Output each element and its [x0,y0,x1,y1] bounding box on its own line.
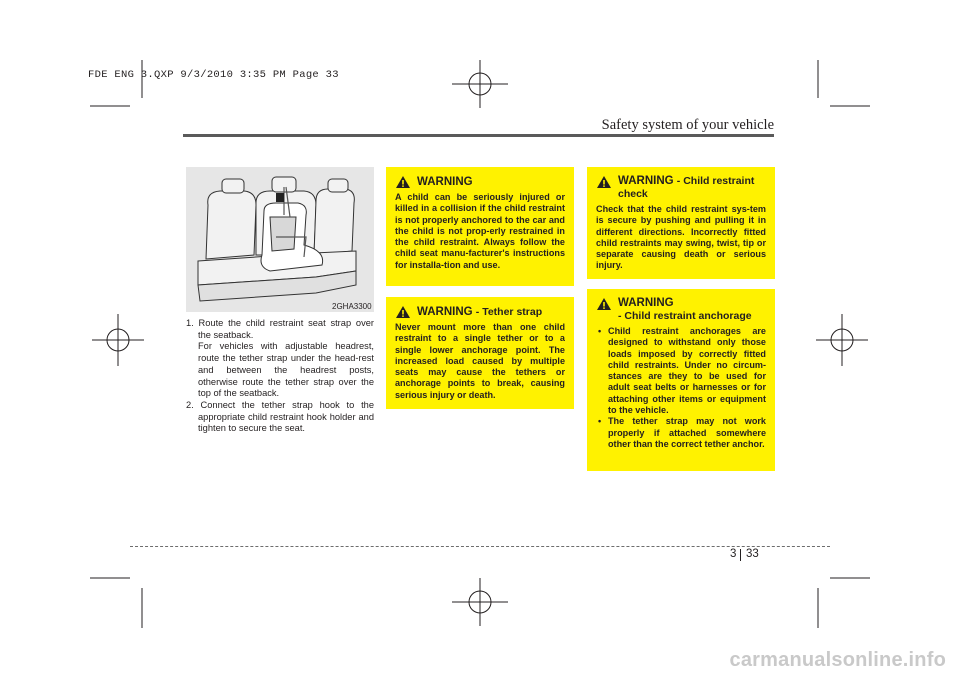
print-slug: FDE ENG 3.QXP 9/3/2010 3:35 PM Page 33 [88,69,339,81]
seat-illustration [186,167,374,312]
tether-hook-label [276,193,284,202]
chapter-number: 3 [730,548,737,560]
page-separator [740,549,741,561]
warning-text-tether: Never mount more than one child restraint to a single tether or to a single lower anchorage point. The increased load caused by multiple seats may cause the tethers or anchorage points to break, causing serious injury or death. [395,322,565,400]
warning-title-general: WARNING [395,175,565,189]
footer-rule [130,546,830,547]
list-item: • Child restraint anchorages are designed to withstand only those loads imposed by correctly fitted child restraints. Under no circum-stances are they to be used for adult seat belts or harnesses or for attaching other items or equipment to the vehicle. [596,326,766,416]
warning-box-check [587,167,775,279]
header-rule [183,134,774,137]
step-2: 2. Connect the tether strap hook to the appropriate child restraint hook holder and tighten to secure the seat. [186,399,374,434]
registration-mark-top [452,60,508,108]
figure-id: 2GHA3300 [332,302,372,311]
warning-box-anchorage [587,289,775,471]
warning-triangle-icon [596,297,612,311]
anchorage-warning-list [596,326,766,450]
registration-mark-right [816,314,868,366]
warning-triangle-icon [395,175,411,189]
step-1: 1. Route the child restraint seat strap over the seatback. [186,318,374,340]
installation-steps [186,318,374,435]
warning-title-anchorage: WARNING - Child restraint anchorage [596,297,766,323]
warning-text-general: A child can be seriously injured or killed in a collision if the child restraint is not properly anchored to the car and the child is not prop-erly restrained in the child restraint. Always follow the child seat manu-facturer's instructions for installa-tion and use. [395,192,565,270]
rear-seat-drawing [186,167,374,312]
warning-triangle-icon [395,305,411,319]
warning-title-check: WARNING - Child restraint check [596,175,766,201]
page-number: 33 [746,548,759,560]
warning-triangle-icon [596,175,612,189]
warning-box-tether [386,297,574,409]
registration-mark-left [92,314,144,366]
warning-title-tether: WARNING - Tether strap [395,305,565,319]
warning-text-check: Check that the child restraint sys-tem is secure by pushing and pulling it in different directions. Incorrectly fitted child restraints may swing, twist, tip or separate causing death or serious injury. [596,204,766,271]
step-1-note: For vehicles with adjustable headrest, route the tether strap under the head-rest and between the headrest posts, otherwise route the tether strap over the top of the seatback. [198,341,374,399]
list-item: • The tether strap may not work properly if attached somewhere other than the correct tether anchor. [596,416,766,450]
section-title: Safety system of your vehicle [601,117,774,133]
watermark: carmanualsonline.info [729,649,946,671]
registration-mark-bottom [452,578,508,626]
warning-box-general [386,167,574,286]
